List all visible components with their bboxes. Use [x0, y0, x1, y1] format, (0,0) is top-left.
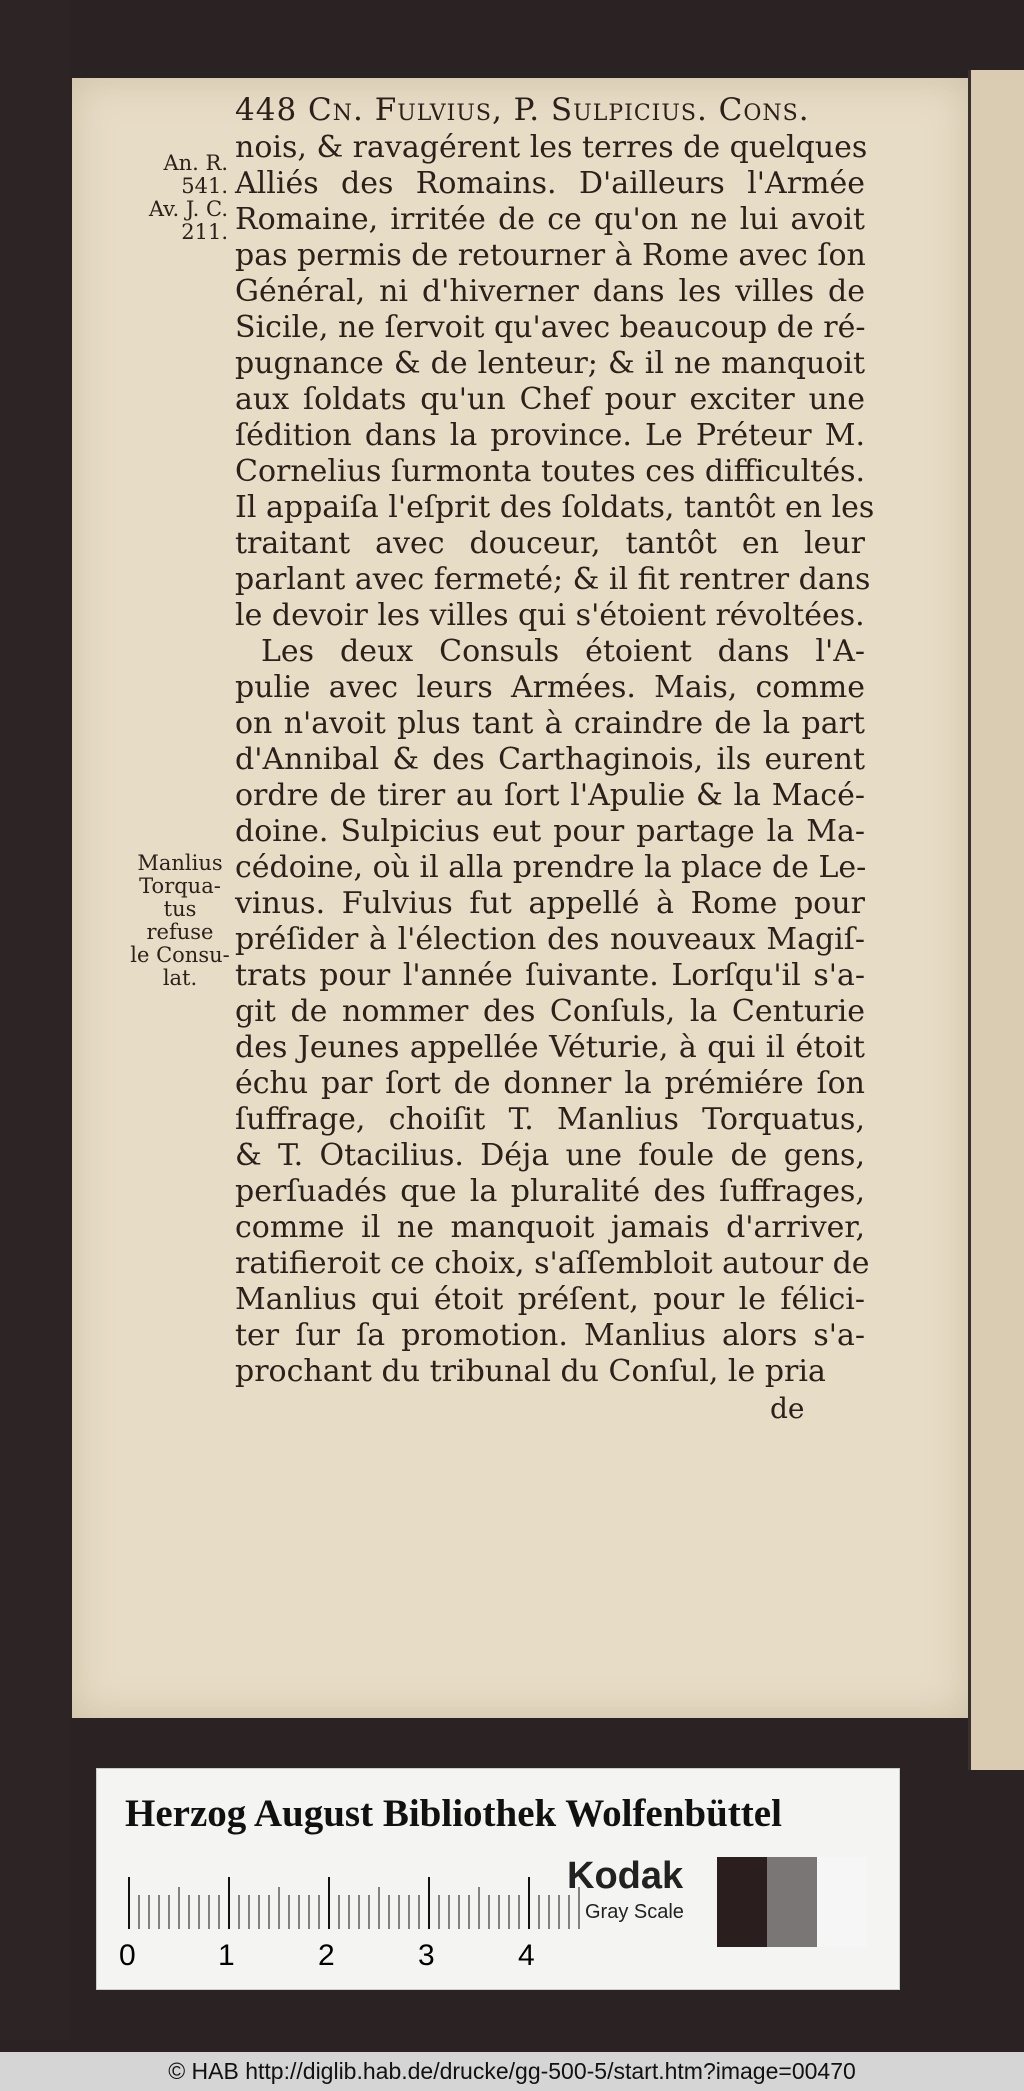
margin-note-line: An. R. — [163, 151, 228, 175]
gray-patch-light — [817, 1857, 867, 1947]
text-line: pulie avec leurs Armées. Mais, comme — [235, 670, 865, 705]
margin-note-line: lat. — [162, 966, 198, 990]
gray-patch-dark — [717, 1857, 767, 1947]
text-line: ſuffrage, choiſit T. Manlius Torquatus, — [235, 1102, 865, 1137]
catchword: de — [770, 1392, 805, 1425]
text-line: Il appaiſa l'eſprit des ſoldats, tantôt en les — [235, 490, 875, 525]
margin-note-line: 541. — [181, 174, 228, 198]
color-calibration-target — [96, 1768, 900, 1990]
margin-note-line: Torqua- — [139, 874, 221, 898]
gray-patch-mid — [767, 1857, 817, 1947]
running-header: 448 Cn. Fulvius, P. Sulpicius. Cons. — [235, 92, 810, 128]
kodak-logo: Kodak — [567, 1855, 684, 1897]
text-line: ratifieroit ce choix, s'aſſembloit autour de — [235, 1246, 870, 1281]
text-line: parlant avec fermeté; & il fit rentrer dans — [235, 562, 871, 597]
ruler-number: 2 — [318, 1939, 335, 1972]
text-line: ſédition dans la province. Le Préteur M. — [235, 418, 865, 453]
body-text — [235, 130, 875, 1390]
text-line: ordre de tirer au ſort l'Apulie & la Macé- — [235, 778, 865, 813]
text-line: trats pour l'année ſuivante. Lorſqu'il s'a- — [235, 958, 865, 993]
margin-note-year — [138, 152, 228, 244]
margin-note-line: le Consu- — [130, 943, 230, 967]
text-line: Manlius qui étoit préſent, pour le félici- — [235, 1282, 865, 1317]
library-name: Herzog August Bibliothek Wolfenbüttel — [125, 1792, 782, 1835]
text-line: pugnance & de lenteur; & il ne manquoit — [235, 346, 865, 381]
margin-note-line: 211. — [181, 220, 228, 244]
text-line: Sicile, ne ſervoit qu'avec beaucoup de ré- — [235, 310, 866, 345]
ruler-number: 4 — [518, 1939, 535, 1972]
copyright-footer: © HAB http://diglib.hab.de/drucke/gg-500-5/start.htm?image=00470 — [0, 2052, 1024, 2091]
text-line: des Jeunes appellée Véturie, à qui il étoit — [235, 1030, 865, 1065]
text-line: & T. Otacilius. Déja une foule de gens, — [235, 1138, 865, 1173]
text-line: d'Annibal & des Carthaginois, ils eurent — [235, 742, 865, 777]
margin-note-line: Manlius — [137, 851, 223, 875]
text-line: doine. Sulpicius eut pour partage la Ma- — [235, 814, 865, 849]
text-line: Général, ni d'hiverner dans les villes de — [235, 274, 865, 309]
text-line: pas permis de retourner à Rome avec ſon — [235, 238, 866, 273]
text-line: Romaine, irritée de ce qu'on ne lui avoit — [235, 202, 865, 237]
text-line: préſider à l'élection des nouveaux Magiſ- — [235, 922, 865, 957]
text-line: on n'avoit plus tant à craindre de la part — [235, 706, 865, 741]
text-line: ter ſur ſa promotion. Manlius alors s'a- — [235, 1318, 865, 1353]
text-line: prochant du tribunal du Conſul, le pria — [235, 1354, 826, 1389]
adjacent-page-edge — [968, 70, 1024, 1770]
text-line: vinus. Fulvius fut appellé à Rome pour — [235, 886, 865, 921]
margin-note-line: Av. J. C. — [148, 197, 228, 221]
text-line: traitant avec douceur, tantôt en leur — [235, 526, 865, 561]
text-line: Les deux Consuls étoient dans l'A- — [261, 634, 865, 669]
gray-scale-label: Gray Scale — [585, 1901, 684, 1923]
margin-note-line: tus refuse — [146, 897, 214, 944]
text-line: le devoir les villes qui s'étoient révoltées. — [235, 598, 865, 633]
scan-frame-left — [0, 0, 70, 2040]
ruler-number: 0 — [119, 1939, 136, 1972]
text-line: Cornelius ſurmonta toutes ces difficultés. — [235, 454, 865, 489]
ruler-number: 1 — [218, 1939, 235, 1972]
text-line: Alliés des Romains. D'ailleurs l'Armée — [235, 166, 865, 201]
ruler — [125, 1877, 625, 1929]
text-line: comme il ne manquoit jamais d'arriver, — [235, 1210, 865, 1245]
text-line: échu par ſort de donner la prémiére ſon — [235, 1066, 865, 1101]
text-line: cédoine, où il alla prendre la place de Le- — [235, 850, 867, 885]
text-line: nois, & ravagérent les terres de quelques — [235, 130, 868, 165]
text-line: git de nommer des Conſuls, la Centurie — [235, 994, 865, 1029]
text-line: aux ſoldats qu'un Chef pour exciter une — [235, 382, 865, 417]
gray-patches — [717, 1857, 867, 1947]
ruler-number: 3 — [418, 1939, 435, 1972]
text-line: perſuadés que la pluralité des ſuffrages, — [235, 1174, 865, 1209]
margin-note-manlius — [130, 852, 230, 990]
